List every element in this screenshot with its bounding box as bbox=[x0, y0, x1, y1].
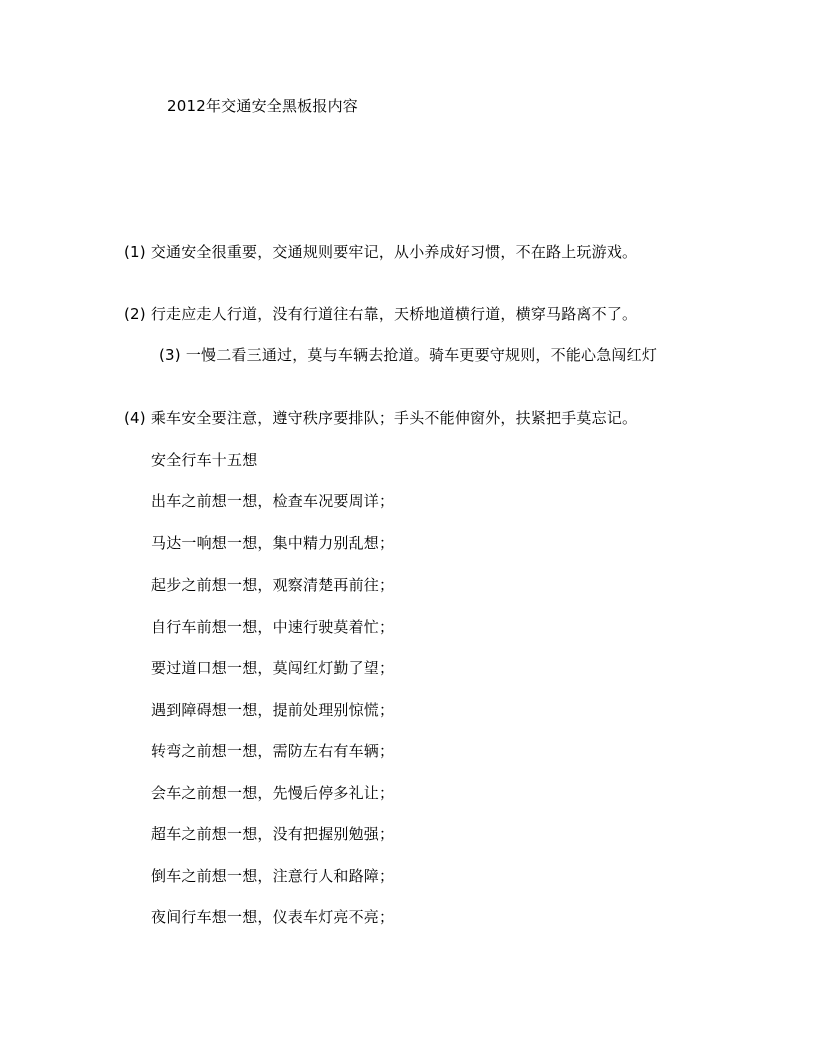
verse-line: 自行车前想一想，中速行驶莫着忙； bbox=[151, 618, 395, 636]
verse-line: 遇到障碍想一想，提前处理别惊慌； bbox=[151, 701, 395, 719]
paragraph-item-1: (1) 交通安全很重要，交通规则要牢记，从小养成好习惯，不在路上玩游戏。 bbox=[124, 243, 638, 261]
verse-line: 出车之前想一想，检查车况要周详； bbox=[151, 492, 395, 510]
verse-line: 起步之前想一想，观察清楚再前往； bbox=[151, 576, 395, 594]
verse-line: 倒车之前想一想，注意行人和路障； bbox=[151, 867, 395, 885]
verse-line: 转弯之前想一想，需防左右有车辆； bbox=[151, 742, 395, 760]
paragraph-item-4: (4) 乘车安全要注意，遵守秩序要排队；手头不能伸窗外，扶紧把手莫忘记。 bbox=[124, 409, 638, 427]
verse-line: 夜间行车想一想，仪表车灯亮不亮； bbox=[151, 908, 395, 926]
verse-line: 马达一响想一想，集中精力别乱想； bbox=[151, 534, 395, 552]
section-subtitle: 安全行车十五想 bbox=[151, 451, 258, 469]
paragraph-item-3: (3) 一慢二看三通过，莫与车辆去抢道。骑车更要守规则，不能心急闯红灯 bbox=[159, 346, 658, 364]
verse-line: 超车之前想一想，没有把握别勉强； bbox=[151, 825, 395, 843]
paragraph-item-2: (2) 行走应走人行道，没有行道往右靠，天桥地道横行道，横穿马路离不了。 bbox=[124, 305, 638, 323]
document-title: 2012年交通安全黑板报内容 bbox=[167, 97, 358, 115]
verse-line: 会车之前想一想，先慢后停多礼让； bbox=[151, 784, 395, 802]
verse-line: 要过道口想一想，莫闯红灯勤了望； bbox=[151, 659, 395, 677]
